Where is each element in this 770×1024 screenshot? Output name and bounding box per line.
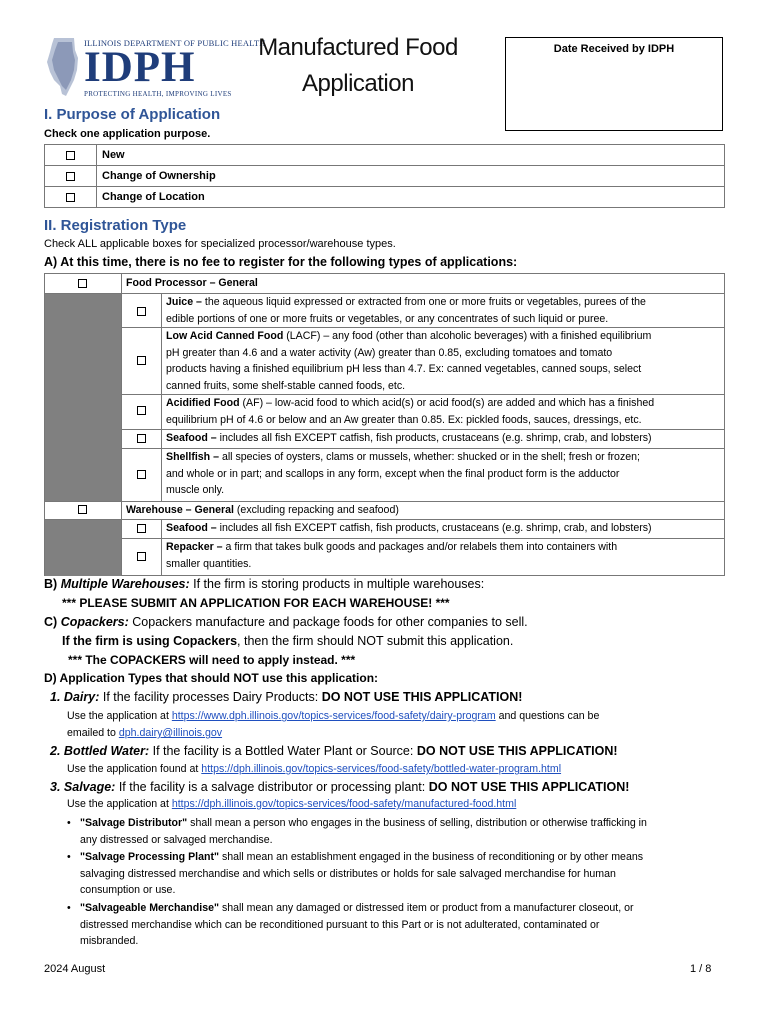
checkbox-seafood-processor[interactable]	[137, 434, 146, 443]
page-title: Manufactured Food Application	[258, 34, 458, 97]
checkbox-change-ownership[interactable]	[66, 172, 75, 181]
checkbox-lacf[interactable]	[137, 356, 146, 365]
checkbox-food-processor[interactable]	[78, 279, 87, 288]
checkbox-juice[interactable]	[137, 307, 146, 316]
checkbox-repacker[interactable]	[137, 552, 146, 561]
illinois-state-icon	[44, 36, 82, 98]
checkbox-acidified-food[interactable]	[137, 406, 146, 415]
section-c-line: C) Copackers: Copackers manufacture and package foods for other companies to sell.	[44, 615, 528, 629]
logo-text: IDPH	[84, 44, 196, 91]
salvage-use-line: Use the application at https://dph.illinois.gov/topics-services/food-safety/manufactured-food.html	[67, 798, 517, 810]
dairy-line: 1. Dairy: If the facility processes Dairy Products: DO NOT USE THIS APPLICATION!	[50, 690, 523, 704]
lacf-description: Low Acid Canned Food (LACF) – any food (other than alcoholic beverages) with a finished equilibrium pH greater than 4.6 and a water activity (Aw) greater than 0.85, excluding tomatoes and tomato products having a finished equilibrium pH less than 4.7. Ex: canned vegetables, canned soups, select canned fruits, some shelf-stable canned foods, etc.	[166, 330, 652, 392]
section-2-instruction: Check ALL applicable boxes for specialized processor/warehouse types.	[44, 238, 396, 250]
acidified-description: Acidified Food (AF) – low-acid food to which acid(s) or acid food(s) are added and which has a finished equilibrium pH of 4.6 or below and an Aw greater than 0.85. Ex: pickled foods, sauces, dressings, etc.	[166, 397, 655, 426]
dairy-email-link[interactable]: dph.dairy@illinois.gov	[118, 727, 223, 739]
warehouse-label: Warehouse – General (excluding repacking and seafood)	[126, 504, 399, 516]
juice-description: Juice – the aqueous liquid expressed or extracted from one or more fruits or vegetables, purees of the edible portions of one or more fruits or vegetables, or any concentrates of such liquid or puree.	[166, 296, 646, 325]
bottled-water-line: 2. Bottled Water: If the facility is a Bottled Water Plant or Source: DO NOT USE THIS APPLICATION!	[50, 744, 618, 758]
section-c-note: *** The COPACKERS will need to apply instead. ***	[68, 653, 356, 667]
section-b-note: *** PLEASE SUBMIT AN APPLICATION FOR EACH WAREHOUSE! ***	[62, 596, 450, 610]
bullet-salvage-distributor: • "Salvage Distributor" shall mean a person who engages in the business of selling, distribution or otherwise trafficking in any distressed or salvaged merchandise.	[67, 817, 647, 846]
idph-logo	[44, 36, 266, 98]
purpose-label-ownership: Change of Ownership	[97, 166, 725, 187]
purpose-row-new	[45, 145, 725, 166]
checkbox-new[interactable]	[66, 151, 75, 160]
gray-block-processor	[45, 293, 121, 501]
section-c-line2: If the firm is using Copackers, then the firm should NOT submit this application.	[62, 634, 514, 648]
section-b-line: B) Multiple Warehouses: If the firm is storing products in multiple warehouses:	[44, 577, 485, 591]
page-number: 1 / 8	[690, 963, 712, 975]
bullet-salvageable-merchandise: • "Salvageable Merchandise" shall mean any damaged or distressed item or product from a manufacturer closeout, or distressed merchandise which can be reconditioned pursuant to this Part or is not adulterated, contaminated or misbranded.	[67, 902, 634, 947]
purpose-row-ownership	[45, 166, 725, 187]
dairy-use-line: Use the application at https://www.dph.illinois.gov/topics-services/food-safety/dairy-program and questions can be	[67, 710, 600, 722]
purpose-table	[44, 144, 725, 208]
gray-block-warehouse	[45, 519, 121, 576]
salvage-link[interactable]: https://dph.illinois.gov/topics-services/food-safety/manufactured-food.html	[171, 798, 517, 810]
logo-tagline: PROTECTING HEALTH, IMPROVING LIVES	[84, 90, 232, 98]
repacker-description: Repacker – a firm that takes bulk goods and packages and/or relabels them into containers with smaller quantities.	[166, 541, 618, 570]
registration-type-grid	[44, 273, 725, 576]
checkbox-warehouse[interactable]	[78, 505, 87, 514]
warehouse-seafood-description: Seafood – includes all fish EXCEPT catfish, fish products, crustaceans (e.g. shrimp, crab, and lobsters)	[166, 522, 652, 534]
checkbox-seafood-warehouse[interactable]	[137, 524, 146, 533]
purpose-row-location	[45, 187, 725, 208]
bottled-water-use-line: Use the application found at https://dph.illinois.gov/topics-services/food-safety/bottled-water-program.html	[67, 763, 562, 775]
bullet-salvage-processing-plant: • "Salvage Processing Plant" shall mean an establishment engaged in the business of reconditioning or by other means salvaging distressed merchandise and which sells or distributes or holds for sale salvaged merchandise for human consumption or use.	[67, 851, 644, 896]
purpose-label-new: New	[97, 145, 725, 166]
section-1-instruction: Check one application purpose.	[44, 128, 211, 140]
purpose-label-location: Change of Location	[97, 187, 725, 208]
shellfish-description: Shellfish – all species of oysters, clams or mussels, whether: shucked or in the shell; fresh or frozen; and whole or in part; and scallops in any form, except when the final product form is the adductor muscle only.	[166, 451, 640, 496]
bottled-water-link[interactable]: https://dph.illinois.gov/topics-services/food-safety/bottled-water-program.html	[201, 763, 562, 775]
section-1-heading: I. Purpose of Application	[44, 106, 221, 123]
salvage-line: 3. Salvage: If the facility is a salvage distributor or processing plant: DO NOT USE THIS APPLICATION!	[50, 780, 630, 794]
checkbox-shellfish[interactable]	[137, 470, 146, 479]
date-received-label: Date Received by IDPH	[553, 43, 675, 55]
seafood-description: Seafood – includes all fish EXCEPT catfish, fish products, crustaceans (e.g. shrimp, crab, and lobsters)	[166, 432, 652, 444]
section-2-heading: II. Registration Type	[44, 217, 187, 234]
date-received-box[interactable]	[505, 37, 723, 131]
dairy-program-link[interactable]: https://www.dph.illinois.gov/topics-services/food-safety/dairy-program	[171, 710, 496, 722]
section-2a-heading: A) At this time, there is no fee to register for the following types of applications:	[44, 255, 518, 269]
section-d-heading: D) Application Types that should NOT use this application:	[44, 671, 379, 685]
footer-date: 2024 August	[44, 963, 106, 975]
food-processor-label: Food Processor – General	[126, 277, 258, 289]
agency-name: ILLINOIS DEPARTMENT OF PUBLIC HEALTH	[84, 38, 266, 48]
checkbox-change-location[interactable]	[66, 193, 75, 202]
dairy-email-line: emailed to dph.dairy@illinois.gov	[67, 727, 223, 739]
